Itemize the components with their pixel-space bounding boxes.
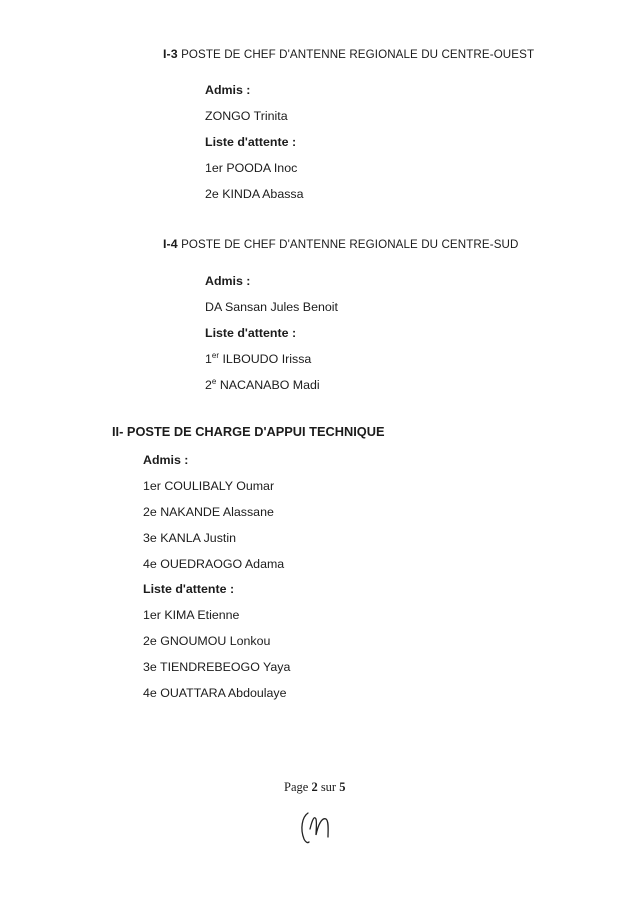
section-i3-heading [163,46,534,63]
section-i3-waitlist-item: 1er POODA Inoc [205,161,298,175]
section-ii-heading: II- POSTE DE CHARGE D'APPUI TECHNIQUE [112,424,385,439]
rank-number: 1 [205,352,212,366]
section-ii-admis-item: 1er COULIBALY Oumar [143,479,275,493]
rank-suffix: e [211,377,217,386]
candidate-name: ILBOUDO Irissa [222,352,312,366]
section-i3-admis-item: ZONGO Trinita [205,109,288,123]
section-i4-admis-label: Admis : [205,274,251,288]
section-i3-admis-label: Admis : [205,83,251,97]
section-ii-waitlist-item: 2e GNOUMOU Lonkou [143,634,271,648]
section-ii-waitlist-label: Liste d'attente : [143,582,235,596]
rank-number: 2 [205,378,212,392]
section-ii-admis-item: 2e NAKANDE Alassane [143,505,274,519]
section-i4-title: POSTE DE CHEF D'ANTENNE REGIONALE DU CENTRE-SUD [181,238,519,251]
section-ii-waitlist-item: 3e TIENDREBEOGO Yaya [143,660,291,674]
handwritten-initials-icon [296,805,342,849]
page-prefix: Page [284,780,309,794]
rank-suffix: er [211,351,220,360]
section-ii-admis-item: 4e OUEDRAOGO Adama [143,557,285,571]
section-ii-admis-label: Admis : [143,453,189,467]
section-ii-admis-item: 3e KANLA Justin [143,531,236,545]
section-i4-heading [163,236,518,253]
candidate-name: NACANABO Madi [219,378,320,392]
section-i4-number: I-4 [163,237,178,251]
page-sep: sur [320,780,337,794]
section-i4-waitlist-label: Liste d'attente : [205,326,297,340]
section-i4-admis-item: DA Sansan Jules Benoit [205,300,338,314]
section-i3-waitlist-label: Liste d'attente : [205,135,297,149]
page-number [284,780,345,795]
section-i4-waitlist-item [205,351,311,367]
section-i4-waitlist-item [205,377,320,393]
section-i3-number: I-3 [163,47,178,61]
page-current: 2 [311,780,318,794]
section-i3-title: POSTE DE CHEF D'ANTENNE REGIONALE DU CENTRE-OUEST [181,48,535,61]
section-ii-waitlist-item: 1er KIMA Etienne [143,608,240,622]
section-i3-waitlist-item: 2e KINDA Abassa [205,187,304,201]
page-total: 5 [339,780,346,794]
section-ii-waitlist-item: 4e OUATTARA Abdoulaye [143,686,287,700]
